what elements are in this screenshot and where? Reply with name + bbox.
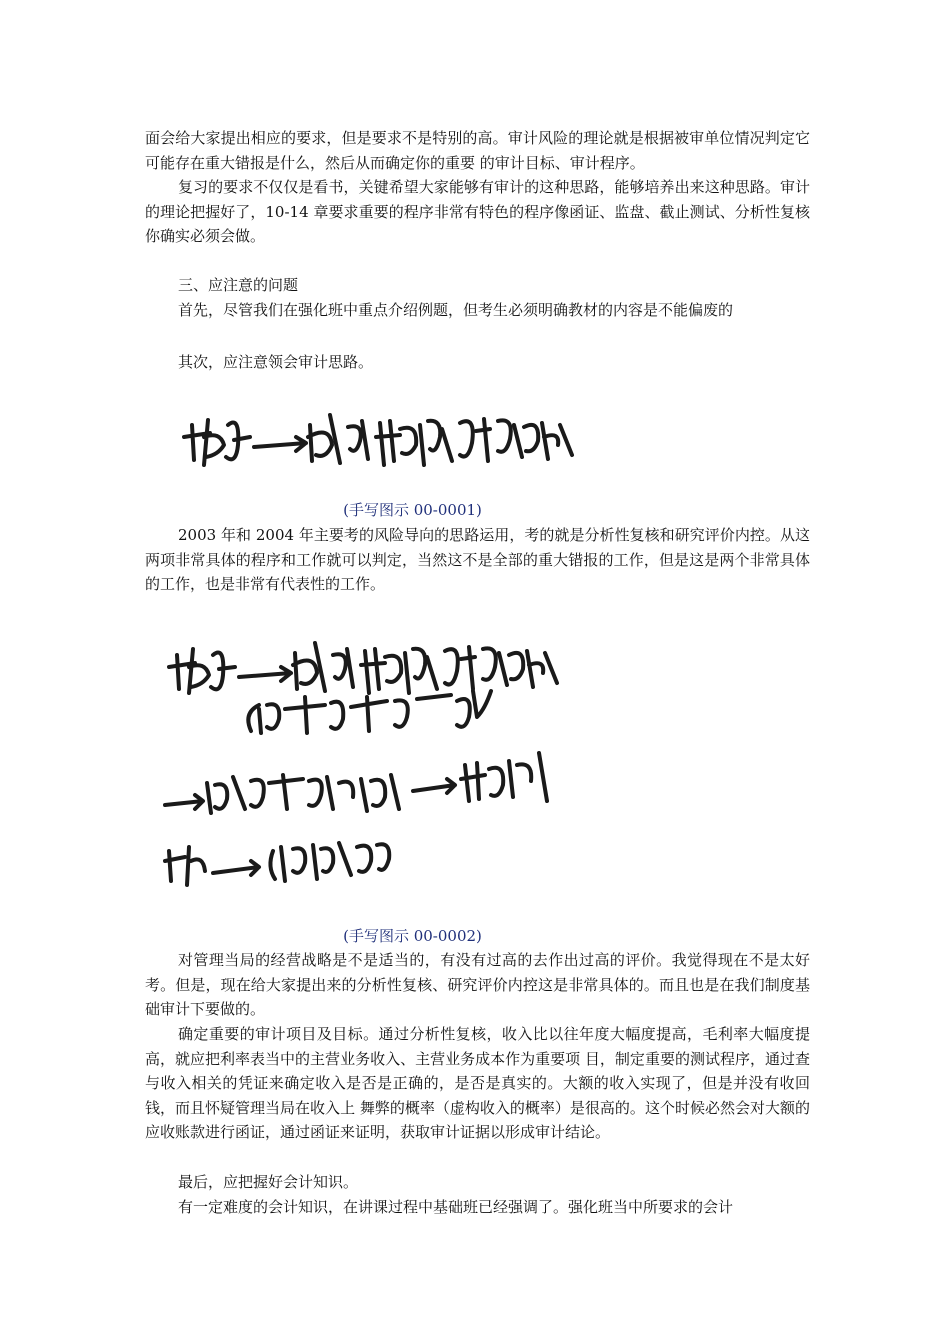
paragraph-9: 有一定难度的会计知识，在讲课过程中基础班已经强调了。强化班当中所要求的会计	[178, 1198, 734, 1216]
paragraph-4: 其次，应注意领会审计思路。	[178, 353, 374, 371]
paragraph-1: 面会给大家提出相应的要求，但是要求不是特别的高。审计风险的理论就是根据被审单位情况判定它可能存在重大错报是什么，然后从而确定你的重要 的审计目标、审计程序。	[145, 129, 810, 172]
paragraph-8: 最后，应把握好会计知识。	[178, 1173, 359, 1191]
handwritten-figure-1	[180, 385, 580, 480]
paragraph-3: 首先，尽管我们在强化班中重点介绍例题，但考生必须明确教材的内容是不能偏废的	[178, 301, 734, 319]
paragraph-7: 确定重要的审计项目及目标。通过分析性复核，收入比以往年度大幅度提高，毛利率大幅度提高，就应把利率表当中的主营业务收入、主营业务成本作为重要项 目，制定重要的测试程序，通过查与收入相关的凭证来确定收入是否是正确的，是否是真实的。大额的收入实现了，但是并没有收回钱，而且怀疑管理当局在收入上 舞弊的概率（虚构收入的概率）是很高的。这个时候必然会对大额的应收账款进行函证，通过函证来证明，获取审计证据以形成审计结论。	[145, 1025, 810, 1141]
paragraph-5: 2003 年和 2004 年主要考的风险导向的思路运用，考的就是分析性复核和研究评价内控。从这两项非常具体的程序和工作就可以判定，当然这不是全部的重大错报的工作，但是这是两个非常具体的工作，也是非常有代表性的工作。	[145, 526, 810, 593]
section-heading-3: 三、应注意的问题	[178, 276, 299, 294]
handwritten-figure-2	[155, 605, 580, 905]
paragraph-6: 对管理当局的经营战略是不是适当的，有没有过高的去作出过高的评价。我觉得现在不是太好考。但是，现在给大家提出来的分析性复核、研究评价内控这是非常具体的。而且也是在我们制度基础审计下要做的。	[145, 951, 810, 1018]
paragraph-2: 复习的要求不仅仅是看书，关键希望大家能够有审计的这种思路，能够培养出来这种思路。审计的理论把握好了，10-14 章要求重要的程序非常有特色的程序像函证、监盘、截止测试、分析性复核你确实必须会做。	[145, 178, 810, 245]
figure-1-caption: (手写图示 00-0001)	[343, 501, 482, 519]
figure-2-caption: (手写图示 00-0002)	[343, 927, 482, 945]
